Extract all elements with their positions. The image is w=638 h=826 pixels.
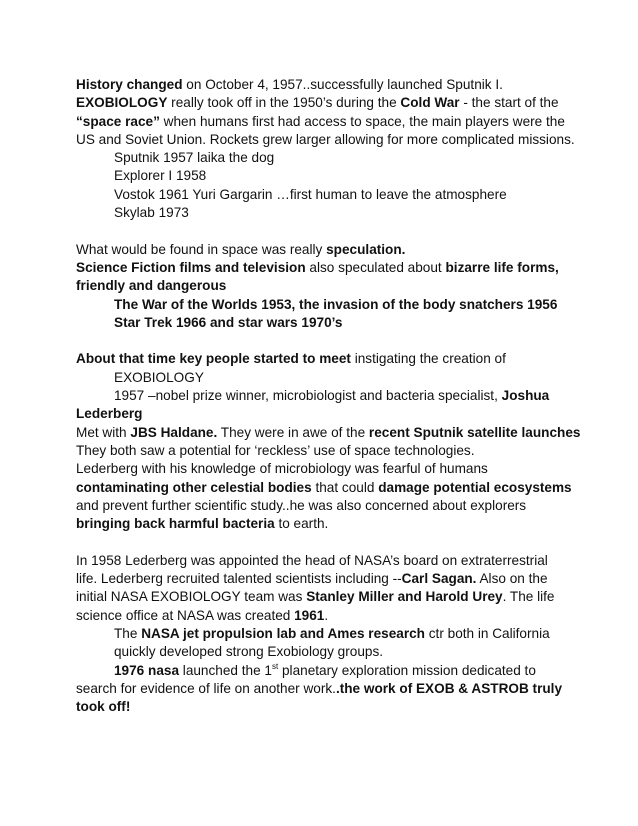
bold-text: 1976 nasa [114, 662, 180, 678]
text: The [114, 625, 142, 641]
text-line: US and Soviet Union. Rockets grew larger allowing for more complicated missions. [76, 131, 575, 147]
superscript: st [271, 661, 279, 671]
bold-text: Star Trek 1966 and star wars 1970’s [114, 314, 343, 330]
text-line [76, 259, 576, 277]
text: Met with [76, 424, 131, 440]
text-line [76, 387, 576, 405]
text-line: EXOBIOLOGY [114, 369, 204, 385]
mission-item: Skylab 1973 [114, 205, 189, 221]
text: planetary exploration mission dedicated to [278, 662, 536, 678]
text: ctr both in California [424, 625, 550, 641]
text: They were in awe of the [217, 424, 369, 440]
text-line: and prevent further scientific study..he was also concerned about explorers [76, 497, 527, 513]
text: when humans first had access to space, the main players were the [159, 113, 565, 129]
film-item [76, 296, 576, 314]
text: - the start of the [459, 95, 559, 111]
text-line [76, 698, 576, 716]
text: What would be found in space was really [76, 241, 327, 257]
bold-text: bringing back harmful bacteria [76, 516, 275, 532]
text: to earth. [274, 516, 329, 532]
text: science office at NASA was created [76, 607, 295, 623]
text-line [76, 680, 576, 698]
text-line [76, 479, 576, 497]
text: Also on the [476, 571, 548, 587]
text-line: Lederberg with his knowledge of microbiology was fearful of humans [76, 461, 488, 477]
text-line [76, 113, 576, 131]
bold-text: contaminating other celestial bodies [76, 479, 312, 495]
bold-text: 1961 [294, 607, 325, 623]
text-line [76, 241, 576, 259]
bold-text: .the work of EXOB & ASTROB truly [335, 680, 563, 696]
text-line [76, 350, 576, 368]
text: life. Lederberg recruited talented scientists including -- [76, 571, 402, 587]
text-line [76, 570, 576, 588]
text-line [76, 277, 576, 295]
bold-text: bizarre life forms, [445, 259, 559, 275]
bold-text: About that time key people started to meet [76, 351, 351, 367]
text-line [76, 424, 581, 442]
paragraph-gap [76, 533, 576, 551]
text-line [76, 607, 576, 625]
text: initial NASA EXOBIOLOGY team was [76, 589, 307, 605]
bold-text: EXOBIOLOGY [76, 95, 168, 111]
bold-text: The War of the Worlds 1953, the invasion of the body snatchers 1956 [114, 296, 558, 312]
text-line [76, 662, 576, 680]
bold-text: NASA jet propulsion lab and Ames research [141, 625, 425, 641]
text: launched the 1 [179, 662, 272, 678]
bold-text: “space race” [76, 113, 160, 129]
text: on October 4, 1957..successfully launched Sputnik I. [182, 77, 503, 92]
bold-text: took off! [76, 699, 131, 715]
text-line [76, 515, 576, 533]
bold-text: Science Fiction films and television [76, 259, 306, 275]
film-item [76, 314, 576, 332]
text-line [76, 94, 576, 112]
bold-text: speculation. [326, 241, 406, 257]
text-line [76, 76, 576, 94]
text-line: They both saw a potential for ‘reckless’ use of space technologies. [76, 442, 475, 458]
bold-text: Joshua [501, 388, 550, 404]
bold-text: Stanley Miller and Harold Urey [306, 589, 503, 605]
bold-text: JBS Haldane. [130, 424, 218, 440]
text-line [76, 625, 576, 643]
bold-text: Cold War [400, 95, 460, 111]
bold-text: friendly and dangerous [76, 278, 227, 294]
paragraph-gap [76, 332, 576, 350]
text: instigating the creation of [350, 351, 506, 367]
mission-item: Sputnik 1957 laika the dog [114, 150, 275, 166]
mission-item: Explorer I 1958 [114, 168, 207, 184]
mission-item: Vostok 1961 Yuri Gargarin …first human to leave the atmosphere [114, 186, 507, 202]
text-line [76, 588, 576, 606]
document-body [76, 76, 581, 716]
text: also speculated about [305, 259, 446, 275]
text: 1957 –nobel prize winner, microbiologist and bacteria specialist, [114, 388, 502, 404]
text-line: quickly developed strong Exobiology groups. [114, 644, 384, 660]
text: search for evidence of life on another work. [76, 680, 336, 696]
bold-text: damage potential ecosystems [378, 479, 572, 495]
bold-text: History changed [76, 77, 183, 92]
bold-text: recent Sputnik satellite launches [368, 424, 581, 440]
text: . [324, 607, 329, 623]
paragraph-gap [76, 222, 576, 240]
text-line [76, 405, 576, 423]
text: that could [311, 479, 379, 495]
text-line: In 1958 Lederberg was appointed the head of NASA’s board on extraterrestrial [76, 552, 548, 568]
bold-text: Lederberg [76, 406, 143, 422]
text: really took off in the 1950’s during the [167, 95, 401, 111]
bold-text: Carl Sagan. [401, 571, 477, 587]
text: . The life [502, 589, 555, 605]
